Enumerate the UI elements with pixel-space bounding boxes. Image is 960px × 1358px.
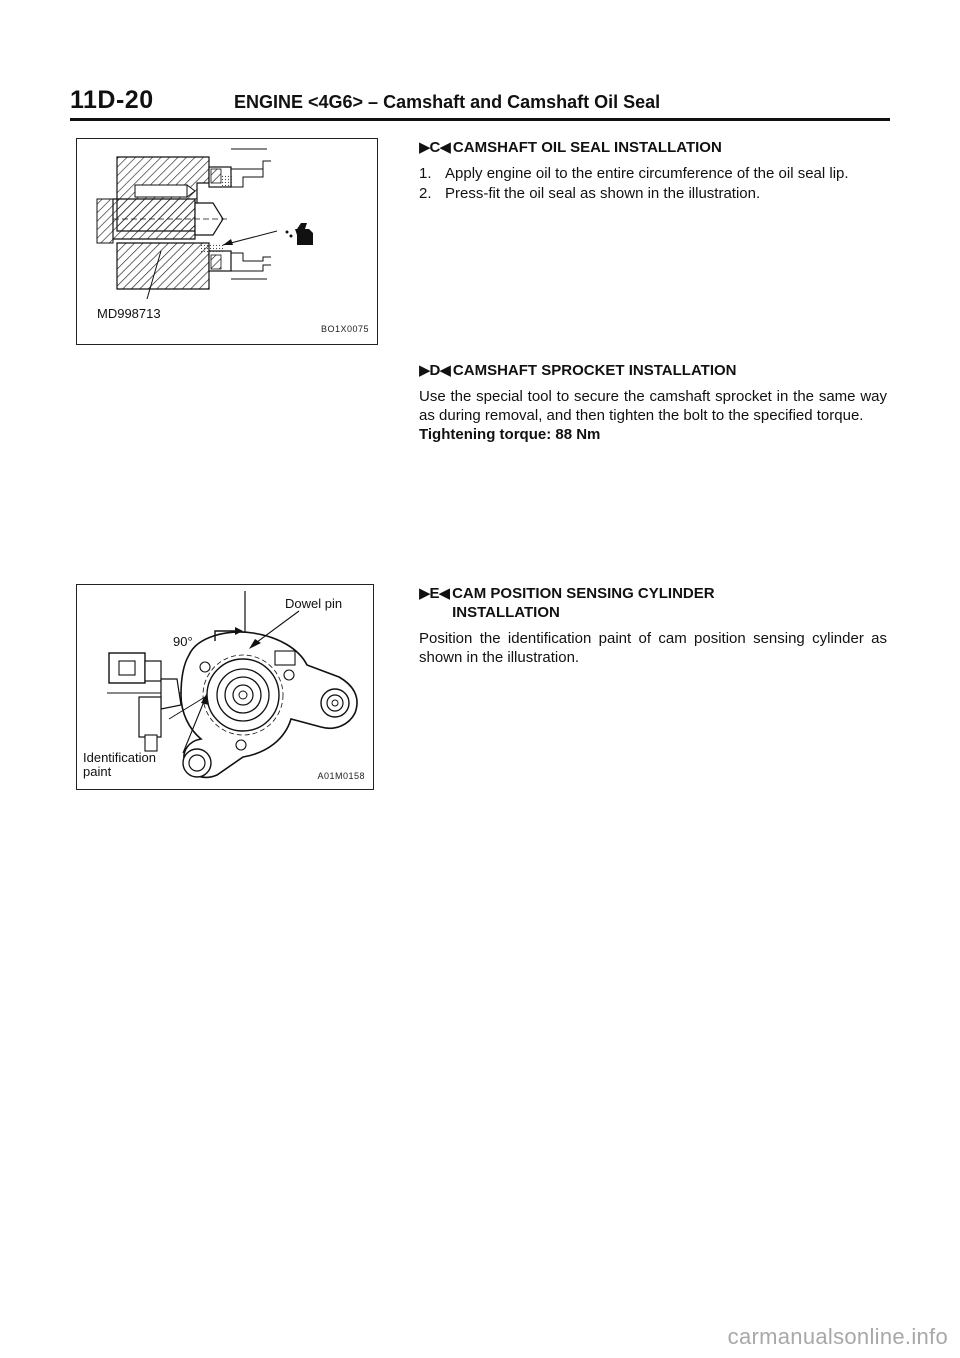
step-text: Apply engine oil to the entire circumference of the oil seal lip. xyxy=(445,165,849,182)
torque-spec: Tightening torque: 88 Nm xyxy=(419,426,601,443)
section-title: CAMSHAFT OIL SEAL INSTALLATION xyxy=(452,139,722,156)
step-item xyxy=(419,184,887,203)
figure-code: A01M0158 xyxy=(317,771,365,781)
section-heading xyxy=(419,138,887,157)
step-item xyxy=(419,164,887,183)
identification-paint-label xyxy=(83,751,156,779)
section-marker: ▶D◀ xyxy=(419,362,450,379)
section-body: Position the identification paint of cam position sensing cylinder as shown in the illustration. xyxy=(419,630,887,666)
watermark: carmanualsonline.info xyxy=(727,1324,948,1349)
section-cam-position-installation xyxy=(419,584,887,667)
identification-label-line1: Identification xyxy=(83,750,156,765)
header-divider xyxy=(70,118,890,121)
figure-code: BO1X0075 xyxy=(320,324,369,334)
cam-position-figure xyxy=(76,584,374,790)
step-list xyxy=(419,164,887,203)
section-marker: ▶E◀ xyxy=(419,585,450,602)
section-title-line2: INSTALLATION xyxy=(452,604,560,621)
page-code: 11D-20 xyxy=(70,86,154,114)
page-title: ENGINE <4G6> – Camshaft and Camshaft Oil Seal xyxy=(234,92,661,112)
section-title xyxy=(452,584,887,622)
section-body: Use the special tool to secure the camshaft sprocket in the same way as during removal, and then tighten the bolt to the specified torque. xyxy=(419,388,887,424)
identification-label-line2: paint xyxy=(83,764,112,779)
section-heading xyxy=(419,584,887,622)
angle-label: 90° xyxy=(173,634,193,649)
section-sprocket-installation xyxy=(419,361,887,444)
oil-can-icon xyxy=(281,219,321,249)
page-header xyxy=(70,86,890,118)
step-text: Press-fit the oil seal as shown in the illustration. xyxy=(445,185,761,202)
section-marker: ▶C◀ xyxy=(419,139,450,156)
section-oil-seal-installation xyxy=(419,138,887,204)
step-number: 2. xyxy=(419,185,432,202)
dowel-pin-label: Dowel pin xyxy=(285,596,343,611)
section-title: CAMSHAFT SPROCKET INSTALLATION xyxy=(452,362,737,379)
step-number: 1. xyxy=(419,165,432,182)
section-heading xyxy=(419,361,887,380)
section-title-line1: CAM POSITION SENSING CYLINDER xyxy=(452,585,715,602)
oil-seal-figure xyxy=(76,138,378,345)
tool-label: MD998713 xyxy=(97,306,161,321)
